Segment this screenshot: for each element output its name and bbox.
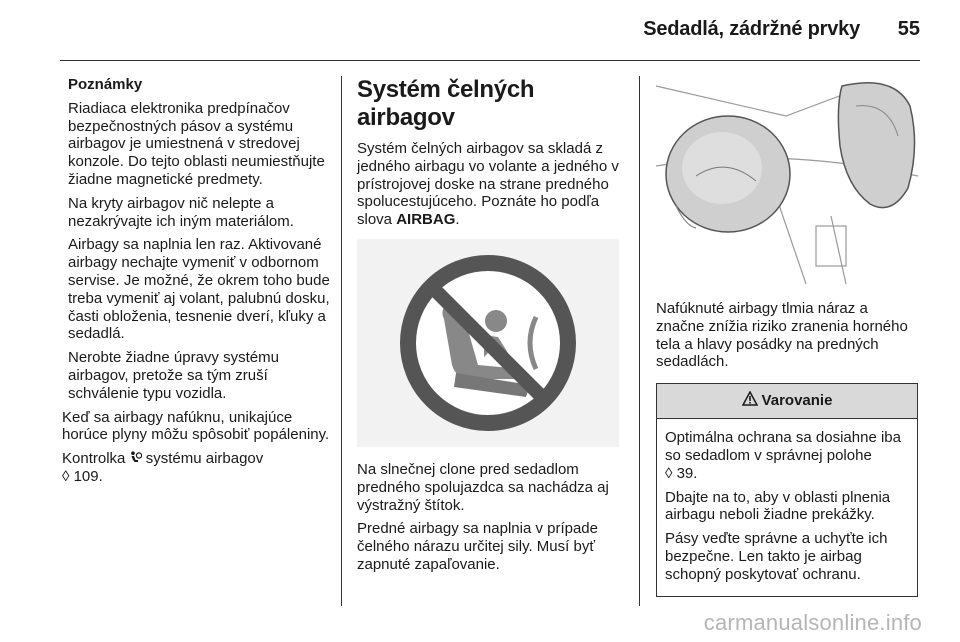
watermark: carmanualsonline.info <box>703 610 922 635</box>
column-divider-2 <box>639 76 640 606</box>
column-2 <box>357 76 627 580</box>
page-header-title: Sedadlá, zádržné prvky <box>643 18 860 40</box>
warning-paragraph: Dbajte na to, aby v oblasti plnenia airbagu neboli žiadne prekážky. <box>665 488 891 524</box>
header-rule <box>60 60 920 61</box>
figure-caption: Nafúknuté airbagy tlmia náraz a značne znížia riziko zranenia horného tela a hlavy posádky na predných sedadlách. <box>656 300 908 371</box>
control-light-paragraph <box>62 450 332 486</box>
warning-paragraph: Pásy veďte správne a uchyťte ich bezpečne. Len takto je airbag schopný poskytovať ochranu. <box>665 530 888 583</box>
control-prefix: Kontrolka <box>62 450 126 468</box>
warning-box <box>656 383 918 596</box>
child-seat-prohibition-sign-illustration <box>357 239 619 447</box>
control-page-ref[interactable]: 109. <box>73 467 103 485</box>
column-1 <box>62 76 332 492</box>
airbag-keyword: AIRBAG <box>396 211 456 229</box>
note-paragraph: Riadiaca elektronika predpínačov bezpečnostných pásov a systému airbagov je umiestnená v stredovej konzole. Do tejto oblasti neumiestňujte žiadne magnetické predmety. <box>68 99 325 188</box>
warning-page-ref[interactable]: 39. <box>676 464 698 482</box>
warning-body <box>657 419 917 595</box>
note-paragraph: Nerobte žiadne úpravy systému airbagov, pretože sa tým zruší schválenie typu vozidla. <box>68 349 279 402</box>
intro-paragraph: Systém čelných airbagov sa skladá z jedného airbagu vo volante a jedného v prístrojovej doske na strane predného spolucestujúceho. Poznáte ho podľa slova AIRBAG. <box>357 140 619 229</box>
page-number: 55 <box>897 18 920 40</box>
warning-title: Varovanie <box>761 392 833 410</box>
column-divider-1 <box>341 76 342 606</box>
warning-text-1: Optimálna ochrana sa dosiahne iba so sedadlom v správnej polohe <box>665 429 901 464</box>
inflated-airbags-illustration <box>656 76 918 284</box>
note-paragraph: Airbagy sa naplnia len raz. Aktivované airbagy nechajte vymeniť v odbornom servise. Je možné, že okrem toho bude treba vymeniť aj volant, palubnú dosku, časti obloženia, tesnenie dverí, kľuky a sedadlá. <box>68 236 330 343</box>
column-3 <box>656 76 918 597</box>
sun-visor-paragraph: Na slnečnej clone pred sedadlom predného spolujazdca sa nachádza aj výstražný štítok. <box>357 460 609 514</box>
section-title: Systém čelných airbagov <box>357 76 535 131</box>
note-paragraph: Na kryty airbagov nič nelepte a nezakrývajte ich iným materiálom. <box>68 194 294 230</box>
note-block <box>62 76 332 403</box>
control-suffix: systému airbagov <box>145 450 264 468</box>
page-ref-arrow-icon: ◊ <box>665 464 673 482</box>
warning-header <box>657 384 917 419</box>
intro-text: Systém čelných airbagov sa skladá z jedného airbagu vo volante a jedného v prístrojovej doske na strane predného spolucestujúceho. Poznáte ho podľa slova <box>357 140 619 229</box>
warning-paragraph <box>665 429 909 482</box>
airbag-icon <box>130 450 146 467</box>
note-title: Poznámky <box>68 76 143 93</box>
body-paragraph: Keď sa airbagy nafúknu, unikajúce horúce plyny môžu spôsobiť popáleniny. <box>62 408 330 444</box>
warning-triangle-icon <box>742 391 758 411</box>
inflation-paragraph: Predné airbagy sa naplnia v prípade čelného nárazu určitej sily. Musí byť zapnuté zapaľovanie. <box>357 520 598 573</box>
page-ref-arrow-icon: ◊ <box>62 467 70 485</box>
